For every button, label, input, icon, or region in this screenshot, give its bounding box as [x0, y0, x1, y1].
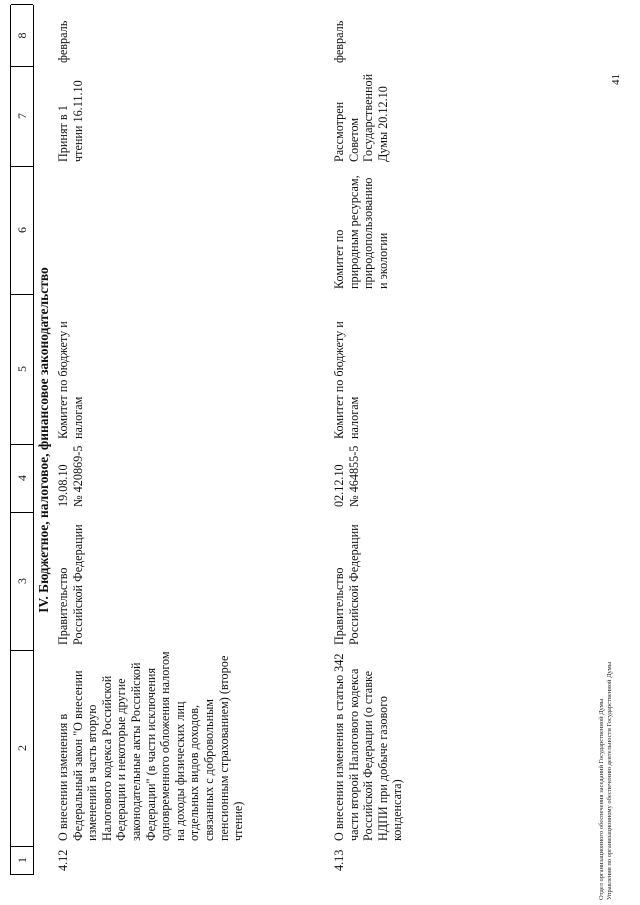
column-header-4: 4	[11, 444, 33, 513]
plan-table	[10, 5, 610, 875]
row-number: 4.12	[56, 849, 70, 871]
bill-status: Рассмотрен Советом Государственной Думы 20.12.10	[332, 73, 390, 162]
responsible-committee: Комитет по бюджету и налогам	[332, 321, 361, 439]
footer-line: Отдел организационного обеспечения заседаний Государственной Думы	[598, 698, 605, 900]
initiator: Правительство Российской Федерации	[56, 524, 85, 645]
bill-number: № 464855-5	[347, 445, 361, 507]
bill-status: Принят в 1 чтении 16.11.10	[56, 80, 85, 162]
planned-month: февраль	[332, 20, 346, 63]
section-title: IV. Бюджетное, налоговое, финансовое законодательство	[36, 267, 51, 613]
footer-line: Управления по организационному обеспечению деятельности Государственной Думы	[606, 661, 613, 900]
bill-number: № 420869-5	[71, 445, 85, 507]
column-header-6: 6	[11, 166, 33, 295]
row-number: 4.13	[332, 849, 346, 871]
page-number: 41	[610, 74, 622, 85]
column-header-5: 5	[11, 294, 33, 445]
column-header-2: 2	[11, 650, 33, 847]
initiator: Правительство Российской Федерации	[332, 524, 361, 645]
co-executor-committee: Комитет по природным ресурсам, природопользованию и экологии	[332, 175, 390, 289]
column-header-7: 7	[11, 66, 33, 167]
planned-month: февраль	[56, 20, 70, 63]
column-header-3: 3	[11, 512, 33, 651]
registration-date: 19.08.10	[56, 464, 70, 507]
page-footer	[598, 662, 614, 900]
column-number-row	[10, 5, 34, 875]
bill-title: О внесении изменения в статью 342 части второй Налогового кодекса Российской Федерации (о ставке НДПИ при добыче газового конденсата)	[332, 653, 405, 841]
registration-date: 02.12.10	[332, 464, 346, 507]
column-header-1: 1	[11, 846, 33, 875]
column-header-8: 8	[11, 4, 33, 67]
bill-title: О внесении изменения в Федеральный закон "О внесении изменений в часть вторую Налогового кодекса Российской Федерации и некоторые другие законодательные акты Российской Федерации" (в части исключения одновременного обложения налогом на доходы физических лиц отдельных видов доходов, связанных с добровольным пенсионным страхованием) (второе чтение)	[56, 651, 246, 841]
responsible-committee: Комитет по бюджету и налогам	[56, 321, 85, 439]
